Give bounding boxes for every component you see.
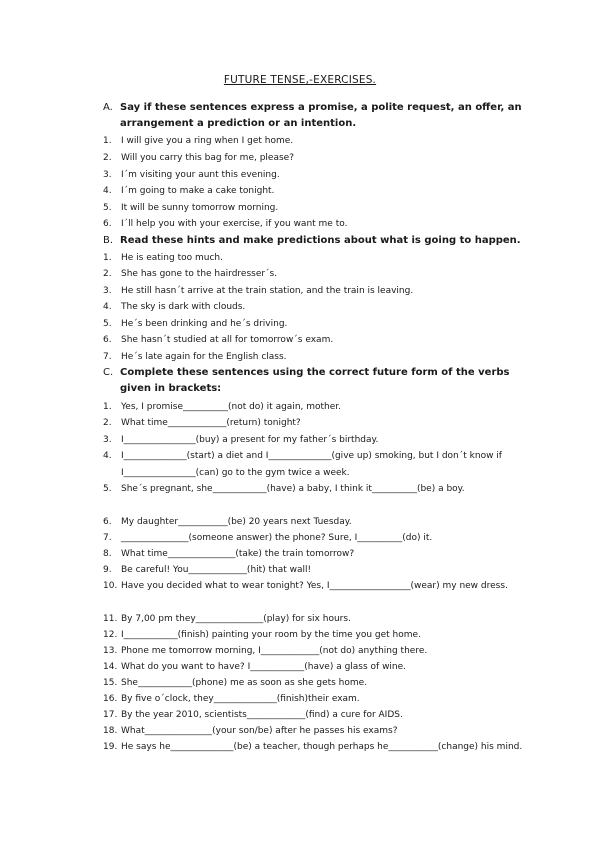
list-item: 18. What_______________(your son/be) after he passes his exams? bbox=[103, 726, 398, 736]
list-item: 2. Will you carry this bag for me, please? bbox=[103, 153, 294, 163]
list-item: 12. I____________(finish) painting your room by the time you get home. bbox=[103, 630, 421, 640]
section-heading-text: Read these hints and make predictions about what is going to happen. bbox=[120, 235, 521, 246]
list-item: 4. I´m going to make a cake tonight. bbox=[103, 186, 275, 196]
page-title: FUTURE TENSE,-EXERCISES. bbox=[223, 74, 377, 86]
list-item: 4. The sky is dark with clouds. bbox=[103, 302, 246, 312]
list-item: 11. By 7,00 pm they_______________(play) for six hours. bbox=[103, 614, 351, 624]
list-item: 10. Have you decided what to wear tonight? Yes, I__________________(wear) my new dress. bbox=[103, 581, 508, 591]
section-c-heading bbox=[103, 365, 523, 397]
section-heading-text: Say if these sentences express a promise, a polite request, an offer, an arrangement a prediction or an intention. bbox=[120, 102, 522, 129]
list-item: 7. He´s late again for the English class. bbox=[103, 352, 287, 362]
list-item: 17. By the year 2010, scientists_____________(find) a cure for AIDS. bbox=[103, 710, 403, 720]
list-item: 8. What time_______________(take) the train tomorrow? bbox=[103, 549, 355, 559]
list-item: 5. He´s been drinking and he´s driving. bbox=[103, 319, 288, 329]
list-item: 6. She hasn´t studied at all for tomorrow´s exam. bbox=[103, 335, 334, 345]
list-item: 2. She has gone to the hairdresser´s. bbox=[103, 269, 278, 279]
list-item: 3. I´m visiting your aunt this evening. bbox=[103, 170, 280, 180]
list-item: 3. I________________(buy) a present for my father´s birthday. bbox=[103, 435, 379, 445]
list-item: 16. By five o´clock, they______________(finish)their exam. bbox=[103, 694, 360, 704]
list-item: 1. I will give you a ring when I get home. bbox=[103, 136, 294, 146]
list-item: 6. I´ll help you with your exercise, if you want me to. bbox=[103, 219, 348, 229]
list-item: 4. I______________(start) a diet and I______________(give up) smoking, but I don´t know if I________________(can) go to the gym twice a week. bbox=[103, 451, 502, 478]
list-item: 13. Phone me tomorrow morning, I_____________(not do) anything there. bbox=[103, 646, 428, 656]
section-heading-text: Complete these sentences using the correct future form of the verbs given in brackets: bbox=[120, 367, 510, 394]
list-item: 3. He still hasn´t arrive at the train station, and the train is leaving. bbox=[103, 286, 414, 296]
list-item: 1. Yes, I promise__________(not do) it again, mother. bbox=[103, 402, 342, 412]
list-item: 5. It will be sunny tomorrow morning. bbox=[103, 203, 279, 213]
list-item: 15. She____________(phone) me as soon as she gets home. bbox=[103, 678, 368, 688]
list-item: 2. What time_____________(return) tonight? bbox=[103, 418, 301, 428]
list-item: 7. _______________(someone answer) the phone? Sure, I__________(do) it. bbox=[103, 533, 433, 543]
list-item: 6. My daughter___________(be) 20 years next Tuesday. bbox=[103, 517, 352, 527]
section-letter: A. bbox=[103, 102, 113, 113]
list-item: 5. She´s pregnant, she____________(have) a baby, I think it__________(be) a boy. bbox=[103, 484, 465, 494]
list-item: 14. What do you want to have? I____________(have) a glass of wine. bbox=[103, 662, 407, 672]
section-b-heading bbox=[103, 233, 523, 249]
list-item: 1. He is eating too much. bbox=[103, 253, 223, 263]
section-letter: B. bbox=[103, 235, 114, 246]
list-item: 19. He says he______________(be) a teacher, though perhaps he___________(change) his mind. bbox=[103, 742, 523, 752]
section-letter: C. bbox=[103, 367, 114, 378]
list-item: 9. Be careful! You_____________(hit) that wall! bbox=[103, 565, 312, 575]
section-a-heading bbox=[103, 100, 523, 132]
